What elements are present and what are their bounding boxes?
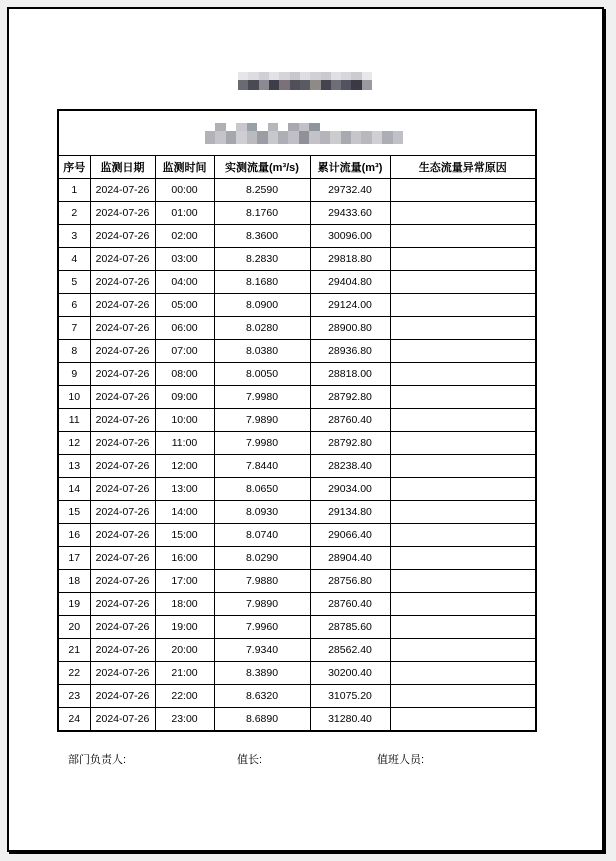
table-row bbox=[58, 225, 536, 248]
cell-cumulative-flow: 29134.80 bbox=[310, 501, 390, 524]
cell-date: 2024-07-26 bbox=[90, 639, 155, 662]
cell-measured-flow: 7.9980 bbox=[214, 386, 310, 409]
cell-measured-flow: 8.3890 bbox=[214, 662, 310, 685]
cell-cumulative-flow: 29732.40 bbox=[310, 179, 390, 202]
table-row bbox=[58, 271, 536, 294]
redacted-report-title bbox=[238, 72, 372, 90]
cell-measured-flow: 8.0290 bbox=[214, 547, 310, 570]
cell-time: 02:00 bbox=[155, 225, 214, 248]
cell-measured-flow: 8.0650 bbox=[214, 478, 310, 501]
cell-index: 15 bbox=[58, 501, 90, 524]
cell-measured-flow: 8.0380 bbox=[214, 340, 310, 363]
cell-anomaly-reason bbox=[390, 340, 536, 363]
cell-time: 21:00 bbox=[155, 662, 214, 685]
table-row bbox=[58, 455, 536, 478]
table-row bbox=[58, 501, 536, 524]
cell-time: 17:00 bbox=[155, 570, 214, 593]
cell-time: 23:00 bbox=[155, 708, 214, 732]
department-head-label: 部门负责人: bbox=[68, 754, 127, 766]
cell-date: 2024-07-26 bbox=[90, 685, 155, 708]
cell-anomaly-reason bbox=[390, 386, 536, 409]
cell-measured-flow: 8.2830 bbox=[214, 248, 310, 271]
cell-date: 2024-07-26 bbox=[90, 524, 155, 547]
cell-anomaly-reason bbox=[390, 547, 536, 570]
cell-index: 21 bbox=[58, 639, 90, 662]
cell-cumulative-flow: 28238.40 bbox=[310, 455, 390, 478]
cell-measured-flow: 8.0740 bbox=[214, 524, 310, 547]
table-row bbox=[58, 547, 536, 570]
cell-index: 22 bbox=[58, 662, 90, 685]
cell-measured-flow: 8.0900 bbox=[214, 294, 310, 317]
cell-cumulative-flow: 29433.60 bbox=[310, 202, 390, 225]
cell-time: 01:00 bbox=[155, 202, 214, 225]
cell-cumulative-flow: 28562.40 bbox=[310, 639, 390, 662]
cell-index: 18 bbox=[58, 570, 90, 593]
cell-time: 19:00 bbox=[155, 616, 214, 639]
cell-anomaly-reason bbox=[390, 271, 536, 294]
cell-time: 05:00 bbox=[155, 294, 214, 317]
cell-date: 2024-07-26 bbox=[90, 547, 155, 570]
cell-anomaly-reason bbox=[390, 409, 536, 432]
table-row bbox=[58, 317, 536, 340]
table-row bbox=[58, 616, 536, 639]
cell-date: 2024-07-26 bbox=[90, 409, 155, 432]
cell-index: 1 bbox=[58, 179, 90, 202]
cell-date: 2024-07-26 bbox=[90, 202, 155, 225]
cell-cumulative-flow: 28792.80 bbox=[310, 432, 390, 455]
flow-monitoring-table bbox=[57, 109, 537, 732]
cell-index: 23 bbox=[58, 685, 90, 708]
cell-index: 4 bbox=[58, 248, 90, 271]
cell-measured-flow: 7.9890 bbox=[214, 409, 310, 432]
cell-cumulative-flow: 28904.40 bbox=[310, 547, 390, 570]
cell-anomaly-reason bbox=[390, 363, 536, 386]
cell-date: 2024-07-26 bbox=[90, 478, 155, 501]
cell-time: 22:00 bbox=[155, 685, 214, 708]
table-row bbox=[58, 524, 536, 547]
cell-cumulative-flow: 28760.40 bbox=[310, 409, 390, 432]
cell-time: 00:00 bbox=[155, 179, 214, 202]
cell-index: 11 bbox=[58, 409, 90, 432]
cell-cumulative-flow: 28818.00 bbox=[310, 363, 390, 386]
cell-measured-flow: 7.8440 bbox=[214, 455, 310, 478]
cell-cumulative-flow: 29066.40 bbox=[310, 524, 390, 547]
table-row bbox=[58, 685, 536, 708]
cell-index: 16 bbox=[58, 524, 90, 547]
cell-anomaly-reason bbox=[390, 685, 536, 708]
cell-date: 2024-07-26 bbox=[90, 225, 155, 248]
cell-date: 2024-07-26 bbox=[90, 708, 155, 732]
cell-measured-flow: 8.2590 bbox=[214, 179, 310, 202]
cell-time: 11:00 bbox=[155, 432, 214, 455]
cell-date: 2024-07-26 bbox=[90, 662, 155, 685]
report-page bbox=[7, 7, 604, 852]
cell-date: 2024-07-26 bbox=[90, 570, 155, 593]
cell-anomaly-reason bbox=[390, 616, 536, 639]
signature-line bbox=[9, 751, 602, 771]
table-row bbox=[58, 340, 536, 363]
cell-measured-flow: 8.6320 bbox=[214, 685, 310, 708]
cell-index: 20 bbox=[58, 616, 90, 639]
table-row bbox=[58, 593, 536, 616]
cell-time: 06:00 bbox=[155, 317, 214, 340]
cell-measured-flow: 8.1680 bbox=[214, 271, 310, 294]
cell-index: 2 bbox=[58, 202, 90, 225]
cell-anomaly-reason bbox=[390, 455, 536, 478]
cell-cumulative-flow: 29404.80 bbox=[310, 271, 390, 294]
cell-time: 03:00 bbox=[155, 248, 214, 271]
cell-cumulative-flow: 30096.00 bbox=[310, 225, 390, 248]
duty-staff-label: 值班人员: bbox=[377, 754, 425, 766]
table-row bbox=[58, 432, 536, 455]
table-row bbox=[58, 570, 536, 593]
col-header-measured-flow: 实测流量(m³/s) bbox=[214, 156, 310, 179]
cell-anomaly-reason bbox=[390, 662, 536, 685]
cell-index: 9 bbox=[58, 363, 90, 386]
cell-cumulative-flow: 31280.40 bbox=[310, 708, 390, 732]
cell-date: 2024-07-26 bbox=[90, 616, 155, 639]
cell-date: 2024-07-26 bbox=[90, 363, 155, 386]
cell-measured-flow: 8.0050 bbox=[214, 363, 310, 386]
cell-cumulative-flow: 30200.40 bbox=[310, 662, 390, 685]
cell-cumulative-flow: 28760.40 bbox=[310, 593, 390, 616]
cell-measured-flow: 8.1760 bbox=[214, 202, 310, 225]
cell-anomaly-reason bbox=[390, 225, 536, 248]
cell-time: 14:00 bbox=[155, 501, 214, 524]
cell-cumulative-flow: 29124.00 bbox=[310, 294, 390, 317]
col-header-anomaly-reason: 生态流量异常原因 bbox=[390, 156, 536, 179]
cell-time: 09:00 bbox=[155, 386, 214, 409]
cell-date: 2024-07-26 bbox=[90, 248, 155, 271]
cell-index: 5 bbox=[58, 271, 90, 294]
cell-anomaly-reason bbox=[390, 294, 536, 317]
cell-date: 2024-07-26 bbox=[90, 593, 155, 616]
cell-anomaly-reason bbox=[390, 248, 536, 271]
redacted-station-subtitle bbox=[205, 123, 403, 144]
table-row bbox=[58, 662, 536, 685]
cell-time: 07:00 bbox=[155, 340, 214, 363]
cell-time: 08:00 bbox=[155, 363, 214, 386]
cell-anomaly-reason bbox=[390, 478, 536, 501]
cell-time: 04:00 bbox=[155, 271, 214, 294]
table-row bbox=[58, 248, 536, 271]
cell-anomaly-reason bbox=[390, 317, 536, 340]
cell-cumulative-flow: 28900.80 bbox=[310, 317, 390, 340]
col-header-index: 序号 bbox=[58, 156, 90, 179]
cell-index: 17 bbox=[58, 547, 90, 570]
col-header-cumulative-flow: 累计流量(m³) bbox=[310, 156, 390, 179]
cell-anomaly-reason bbox=[390, 179, 536, 202]
cell-date: 2024-07-26 bbox=[90, 179, 155, 202]
table-header-row bbox=[58, 156, 536, 179]
cell-measured-flow: 7.9980 bbox=[214, 432, 310, 455]
table-row bbox=[58, 363, 536, 386]
cell-date: 2024-07-26 bbox=[90, 501, 155, 524]
cell-cumulative-flow: 28785.60 bbox=[310, 616, 390, 639]
cell-measured-flow: 8.6890 bbox=[214, 708, 310, 732]
cell-cumulative-flow: 28936.80 bbox=[310, 340, 390, 363]
cell-anomaly-reason bbox=[390, 501, 536, 524]
table-title-cell bbox=[58, 110, 536, 156]
cell-measured-flow: 8.0930 bbox=[214, 501, 310, 524]
cell-index: 13 bbox=[58, 455, 90, 478]
cell-time: 10:00 bbox=[155, 409, 214, 432]
cell-measured-flow: 8.3600 bbox=[214, 225, 310, 248]
cell-date: 2024-07-26 bbox=[90, 386, 155, 409]
cell-anomaly-reason bbox=[390, 432, 536, 455]
table-row bbox=[58, 179, 536, 202]
cell-time: 13:00 bbox=[155, 478, 214, 501]
cell-date: 2024-07-26 bbox=[90, 340, 155, 363]
table-row bbox=[58, 386, 536, 409]
cell-time: 16:00 bbox=[155, 547, 214, 570]
cell-measured-flow: 7.9340 bbox=[214, 639, 310, 662]
cell-cumulative-flow: 29034.00 bbox=[310, 478, 390, 501]
cell-cumulative-flow: 28756.80 bbox=[310, 570, 390, 593]
table-row bbox=[58, 478, 536, 501]
col-header-date: 监测日期 bbox=[90, 156, 155, 179]
table-row bbox=[58, 639, 536, 662]
cell-anomaly-reason bbox=[390, 524, 536, 547]
cell-anomaly-reason bbox=[390, 570, 536, 593]
cell-time: 12:00 bbox=[155, 455, 214, 478]
cell-anomaly-reason bbox=[390, 639, 536, 662]
cell-anomaly-reason bbox=[390, 708, 536, 732]
shift-leader-label: 值长: bbox=[237, 754, 263, 766]
table-row bbox=[58, 409, 536, 432]
cell-anomaly-reason bbox=[390, 593, 536, 616]
table-row bbox=[58, 294, 536, 317]
table-row bbox=[58, 202, 536, 225]
cell-date: 2024-07-26 bbox=[90, 432, 155, 455]
cell-measured-flow: 7.9890 bbox=[214, 593, 310, 616]
cell-index: 7 bbox=[58, 317, 90, 340]
cell-date: 2024-07-26 bbox=[90, 455, 155, 478]
cell-measured-flow: 8.0280 bbox=[214, 317, 310, 340]
cell-index: 14 bbox=[58, 478, 90, 501]
cell-index: 10 bbox=[58, 386, 90, 409]
cell-index: 6 bbox=[58, 294, 90, 317]
cell-cumulative-flow: 28792.80 bbox=[310, 386, 390, 409]
cell-index: 24 bbox=[58, 708, 90, 732]
cell-cumulative-flow: 31075.20 bbox=[310, 685, 390, 708]
cell-time: 20:00 bbox=[155, 639, 214, 662]
cell-cumulative-flow: 29818.80 bbox=[310, 248, 390, 271]
cell-time: 15:00 bbox=[155, 524, 214, 547]
col-header-time: 监测时间 bbox=[155, 156, 214, 179]
cell-time: 18:00 bbox=[155, 593, 214, 616]
cell-measured-flow: 7.9960 bbox=[214, 616, 310, 639]
table-title-row bbox=[58, 110, 536, 156]
cell-index: 3 bbox=[58, 225, 90, 248]
cell-date: 2024-07-26 bbox=[90, 317, 155, 340]
cell-anomaly-reason bbox=[390, 202, 536, 225]
cell-index: 12 bbox=[58, 432, 90, 455]
cell-date: 2024-07-26 bbox=[90, 294, 155, 317]
cell-measured-flow: 7.9880 bbox=[214, 570, 310, 593]
cell-index: 19 bbox=[58, 593, 90, 616]
cell-date: 2024-07-26 bbox=[90, 271, 155, 294]
table-row bbox=[58, 708, 536, 732]
cell-index: 8 bbox=[58, 340, 90, 363]
